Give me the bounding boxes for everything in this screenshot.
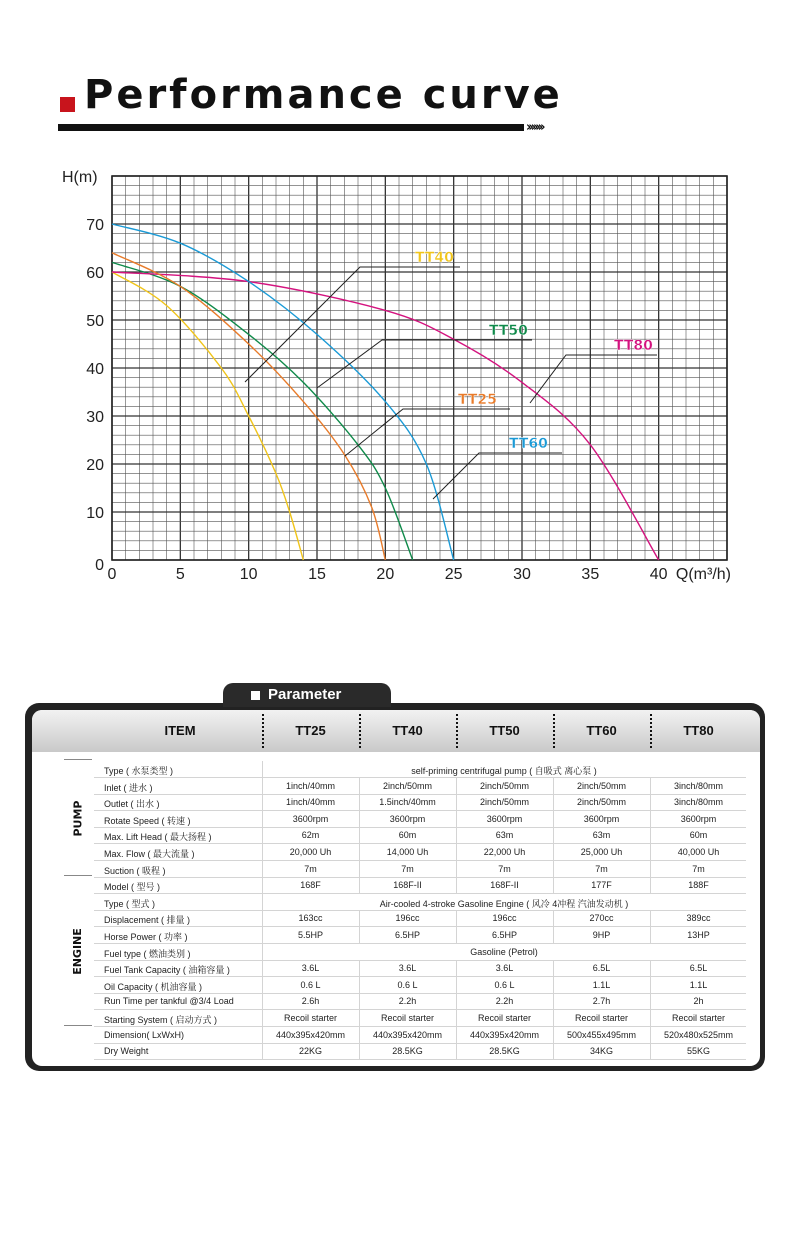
leader-line-tt40 — [245, 267, 460, 382]
row-value: 7m — [692, 863, 705, 874]
row-value: Recoil starter — [574, 1013, 628, 1023]
row-value: 2h — [693, 996, 704, 1007]
table-row — [94, 827, 746, 844]
row-value: 60m — [398, 830, 417, 841]
table-row — [94, 1027, 746, 1044]
parameter-tab — [223, 683, 391, 707]
row-value: 2.2h — [495, 996, 514, 1007]
row-value: 40,000 Uh — [677, 847, 720, 857]
row-label: Max. Lift Head ( 最大扬程 ) — [104, 832, 212, 843]
row-value: 22KG — [298, 1046, 322, 1057]
parameter-square-icon — [251, 691, 260, 700]
x-tick-label: 40 — [649, 566, 668, 583]
header-square-icon — [60, 97, 75, 112]
row-label: Run Time per tankful @3/4 Load — [104, 996, 234, 1007]
table-row — [94, 811, 746, 828]
table-row — [94, 861, 746, 878]
leader-line-tt60 — [433, 453, 562, 499]
row-value: 440x395x420mm — [469, 1029, 540, 1040]
x-tick-label: 5 — [175, 566, 185, 583]
row-value: 3600rpm — [680, 813, 717, 824]
row-value: 440x395x420mm — [372, 1029, 443, 1040]
row-value: 62m — [301, 830, 320, 841]
table-row — [94, 1043, 746, 1060]
table-row — [94, 794, 746, 811]
row-value: Recoil starter — [477, 1013, 531, 1023]
table-row — [94, 778, 746, 795]
header-item: ITEM — [164, 723, 196, 738]
table-row — [94, 993, 746, 1010]
row-value: 6.5L — [689, 963, 708, 974]
row-label: Displacement ( 排量 ) — [104, 915, 191, 926]
row-value: 55KG — [686, 1046, 710, 1057]
row-value: 168F — [300, 880, 321, 891]
row-value: 22,000 Uh — [483, 847, 526, 857]
y-tick-label: 70 — [86, 217, 104, 234]
row-value: 520x480x525mm — [663, 1029, 734, 1040]
row-value: 7m — [595, 863, 608, 874]
row-label: Dimension( LxWxH) — [104, 1029, 185, 1040]
row-label: Outlet ( 出水 ) — [104, 799, 160, 810]
series-label-tt50: TT50 — [489, 323, 528, 339]
header-model: TT50 — [489, 723, 520, 738]
row-value: Recoil starter — [671, 1013, 725, 1023]
row-value: 34KG — [589, 1046, 613, 1057]
x-tick-label: 25 — [444, 566, 463, 583]
row-value: 3.6L — [398, 963, 417, 974]
row-value: 1inch/40mm — [285, 780, 336, 791]
row-value: 3600rpm — [486, 813, 523, 824]
row-value: 177F — [591, 880, 612, 891]
table-row — [94, 910, 746, 927]
table-row — [94, 927, 746, 944]
row-value: 196cc — [395, 913, 420, 924]
leader-line-tt50 — [317, 340, 532, 388]
parameter-table — [32, 710, 760, 1066]
row-span-value: Air-cooled 4-stroke Gasoline Engine ( 风冷 4冲程 汽油发动机 ) — [379, 898, 629, 909]
row-value: 2.2h — [398, 996, 417, 1007]
row-value: 500x455x495mm — [566, 1029, 637, 1040]
row-label: Horse Power ( 功率 ) — [104, 932, 188, 942]
row-value: 6.5L — [592, 963, 611, 974]
page-header — [58, 72, 578, 140]
row-value: 7m — [498, 863, 511, 874]
y-tick-label: 50 — [86, 313, 104, 330]
row-value: 6.5HP — [394, 930, 420, 940]
row-label: Type ( 水泵类型 ) — [104, 766, 174, 776]
row-value: 2inch/50mm — [479, 797, 530, 808]
row-value: 9HP — [592, 930, 611, 940]
row-value: 3.6L — [301, 963, 320, 974]
row-value: 1.5inch/40mm — [379, 797, 436, 808]
row-label: Suction ( 吸程 ) — [104, 865, 166, 876]
row-value: 168F-II — [393, 880, 422, 891]
row-value: 3600rpm — [389, 813, 426, 824]
row-label: Starting System ( 启动方式 ) — [104, 1015, 218, 1025]
row-label: Rotate Speed ( 转速 ) — [104, 815, 191, 826]
row-value: 6.5HP — [491, 930, 517, 940]
table-row — [94, 844, 746, 861]
x-tick-label: 30 — [513, 566, 531, 583]
x-tick-label: 10 — [239, 566, 258, 583]
row-value: 270cc — [589, 913, 614, 924]
row-value: 1.1L — [689, 979, 708, 990]
x-tick-label: 35 — [581, 566, 600, 583]
row-label: Oil Capacity ( 机油容量 ) — [104, 981, 203, 992]
row-label: Fuel type ( 燃油类别 ) — [104, 948, 191, 959]
row-value: 2inch/50mm — [382, 780, 433, 791]
row-value: 196cc — [492, 913, 517, 924]
header-rule — [58, 124, 524, 131]
row-value: 2inch/50mm — [479, 780, 530, 791]
row-span-value: self-priming centrifugal pump ( 自吸式 离心泵 ) — [411, 766, 597, 776]
row-value: 2inch/50mm — [576, 780, 627, 791]
row-span-value: Gasoline (Petrol) — [470, 946, 538, 957]
row-value: 0.6 L — [397, 979, 418, 990]
row-value: 63m — [495, 830, 514, 841]
row-value: 7m — [304, 863, 317, 874]
row-value: 63m — [592, 830, 611, 841]
x-axis-label: Q(m³/h) — [675, 566, 731, 583]
series-label-tt80: TT80 — [614, 338, 653, 354]
y-tick-label: 60 — [86, 265, 104, 282]
series-label-tt25: TT25 — [458, 392, 497, 408]
y-tick-label: 0 — [95, 557, 104, 574]
table-row — [94, 977, 746, 994]
row-value: 440x395x420mm — [275, 1029, 346, 1040]
row-value: 0.6 L — [494, 979, 515, 990]
x-tick-label: 0 — [107, 566, 117, 583]
row-value: 3inch/80mm — [673, 780, 724, 791]
row-value: 2inch/50mm — [576, 797, 627, 808]
row-value: 5.5HP — [297, 930, 323, 940]
y-tick-label: 20 — [86, 457, 104, 474]
group-label-pump: PUMP — [71, 800, 85, 837]
row-label: Inlet ( 进水 ) — [104, 782, 153, 793]
row-label: Fuel Tank Capacity ( 油箱容量 ) — [104, 965, 230, 976]
row-value: 389cc — [686, 913, 711, 924]
row-label: Dry Weight — [104, 1046, 149, 1057]
group-divider — [64, 1025, 92, 1026]
row-value: 163cc — [298, 913, 323, 924]
y-tick-label: 10 — [86, 505, 104, 522]
table-row — [94, 960, 746, 977]
row-value: 3.6L — [495, 963, 514, 974]
page-title: Performance curve — [84, 72, 563, 118]
table-row — [94, 944, 746, 961]
row-value: 1.1L — [592, 979, 611, 990]
row-value: 1inch/40mm — [285, 797, 336, 808]
row-value: 14,000 Uh — [386, 847, 429, 857]
y-tick-label: 30 — [86, 409, 104, 426]
row-value: 3inch/80mm — [673, 797, 724, 808]
parameter-title: Parameter — [268, 686, 342, 703]
header-arrows-icon: ››››››› — [526, 120, 543, 135]
x-tick-label: 15 — [308, 566, 326, 583]
header-model: TT60 — [586, 723, 617, 738]
row-label: Max. Flow ( 最大流量 ) — [104, 849, 195, 859]
row-value: Recoil starter — [283, 1013, 337, 1023]
row-value: 2.6h — [301, 996, 320, 1007]
header-model: TT25 — [295, 723, 326, 738]
row-value: 13HP — [687, 930, 710, 940]
row-value: 28.5KG — [392, 1046, 423, 1057]
row-label: Model ( 型号 ) — [104, 882, 161, 893]
row-value: 3600rpm — [292, 813, 329, 824]
group-label-engine: ENGINE — [71, 928, 85, 975]
parameter-header-row — [32, 710, 760, 752]
row-value: 60m — [689, 830, 708, 841]
row-label: Type ( 型式 ) — [104, 898, 156, 909]
x-tick-label: 20 — [376, 566, 395, 583]
series-label-tt40: TT40 — [415, 250, 454, 266]
row-value: 28.5KG — [489, 1046, 520, 1057]
y-tick-label: 40 — [86, 361, 104, 378]
row-value: 2.7h — [592, 996, 611, 1007]
row-value: 25,000 Uh — [580, 847, 623, 857]
header-model: TT40 — [392, 723, 423, 738]
header-model: TT80 — [683, 723, 714, 738]
row-value: Recoil starter — [380, 1013, 434, 1023]
row-value: 0.6 L — [300, 979, 321, 990]
table-row — [94, 894, 746, 911]
table-row — [94, 1010, 746, 1027]
row-value: 20,000 Uh — [289, 847, 332, 857]
row-value: 3600rpm — [583, 813, 620, 824]
performance-chart — [0, 160, 800, 590]
row-value: 168F-II — [490, 880, 519, 891]
series-label-tt60: TT60 — [509, 436, 548, 452]
table-row — [94, 877, 746, 894]
row-value: 7m — [401, 863, 414, 874]
table-row — [94, 761, 746, 778]
y-axis-label: H(m) — [62, 169, 98, 186]
row-value: 188F — [688, 880, 709, 891]
